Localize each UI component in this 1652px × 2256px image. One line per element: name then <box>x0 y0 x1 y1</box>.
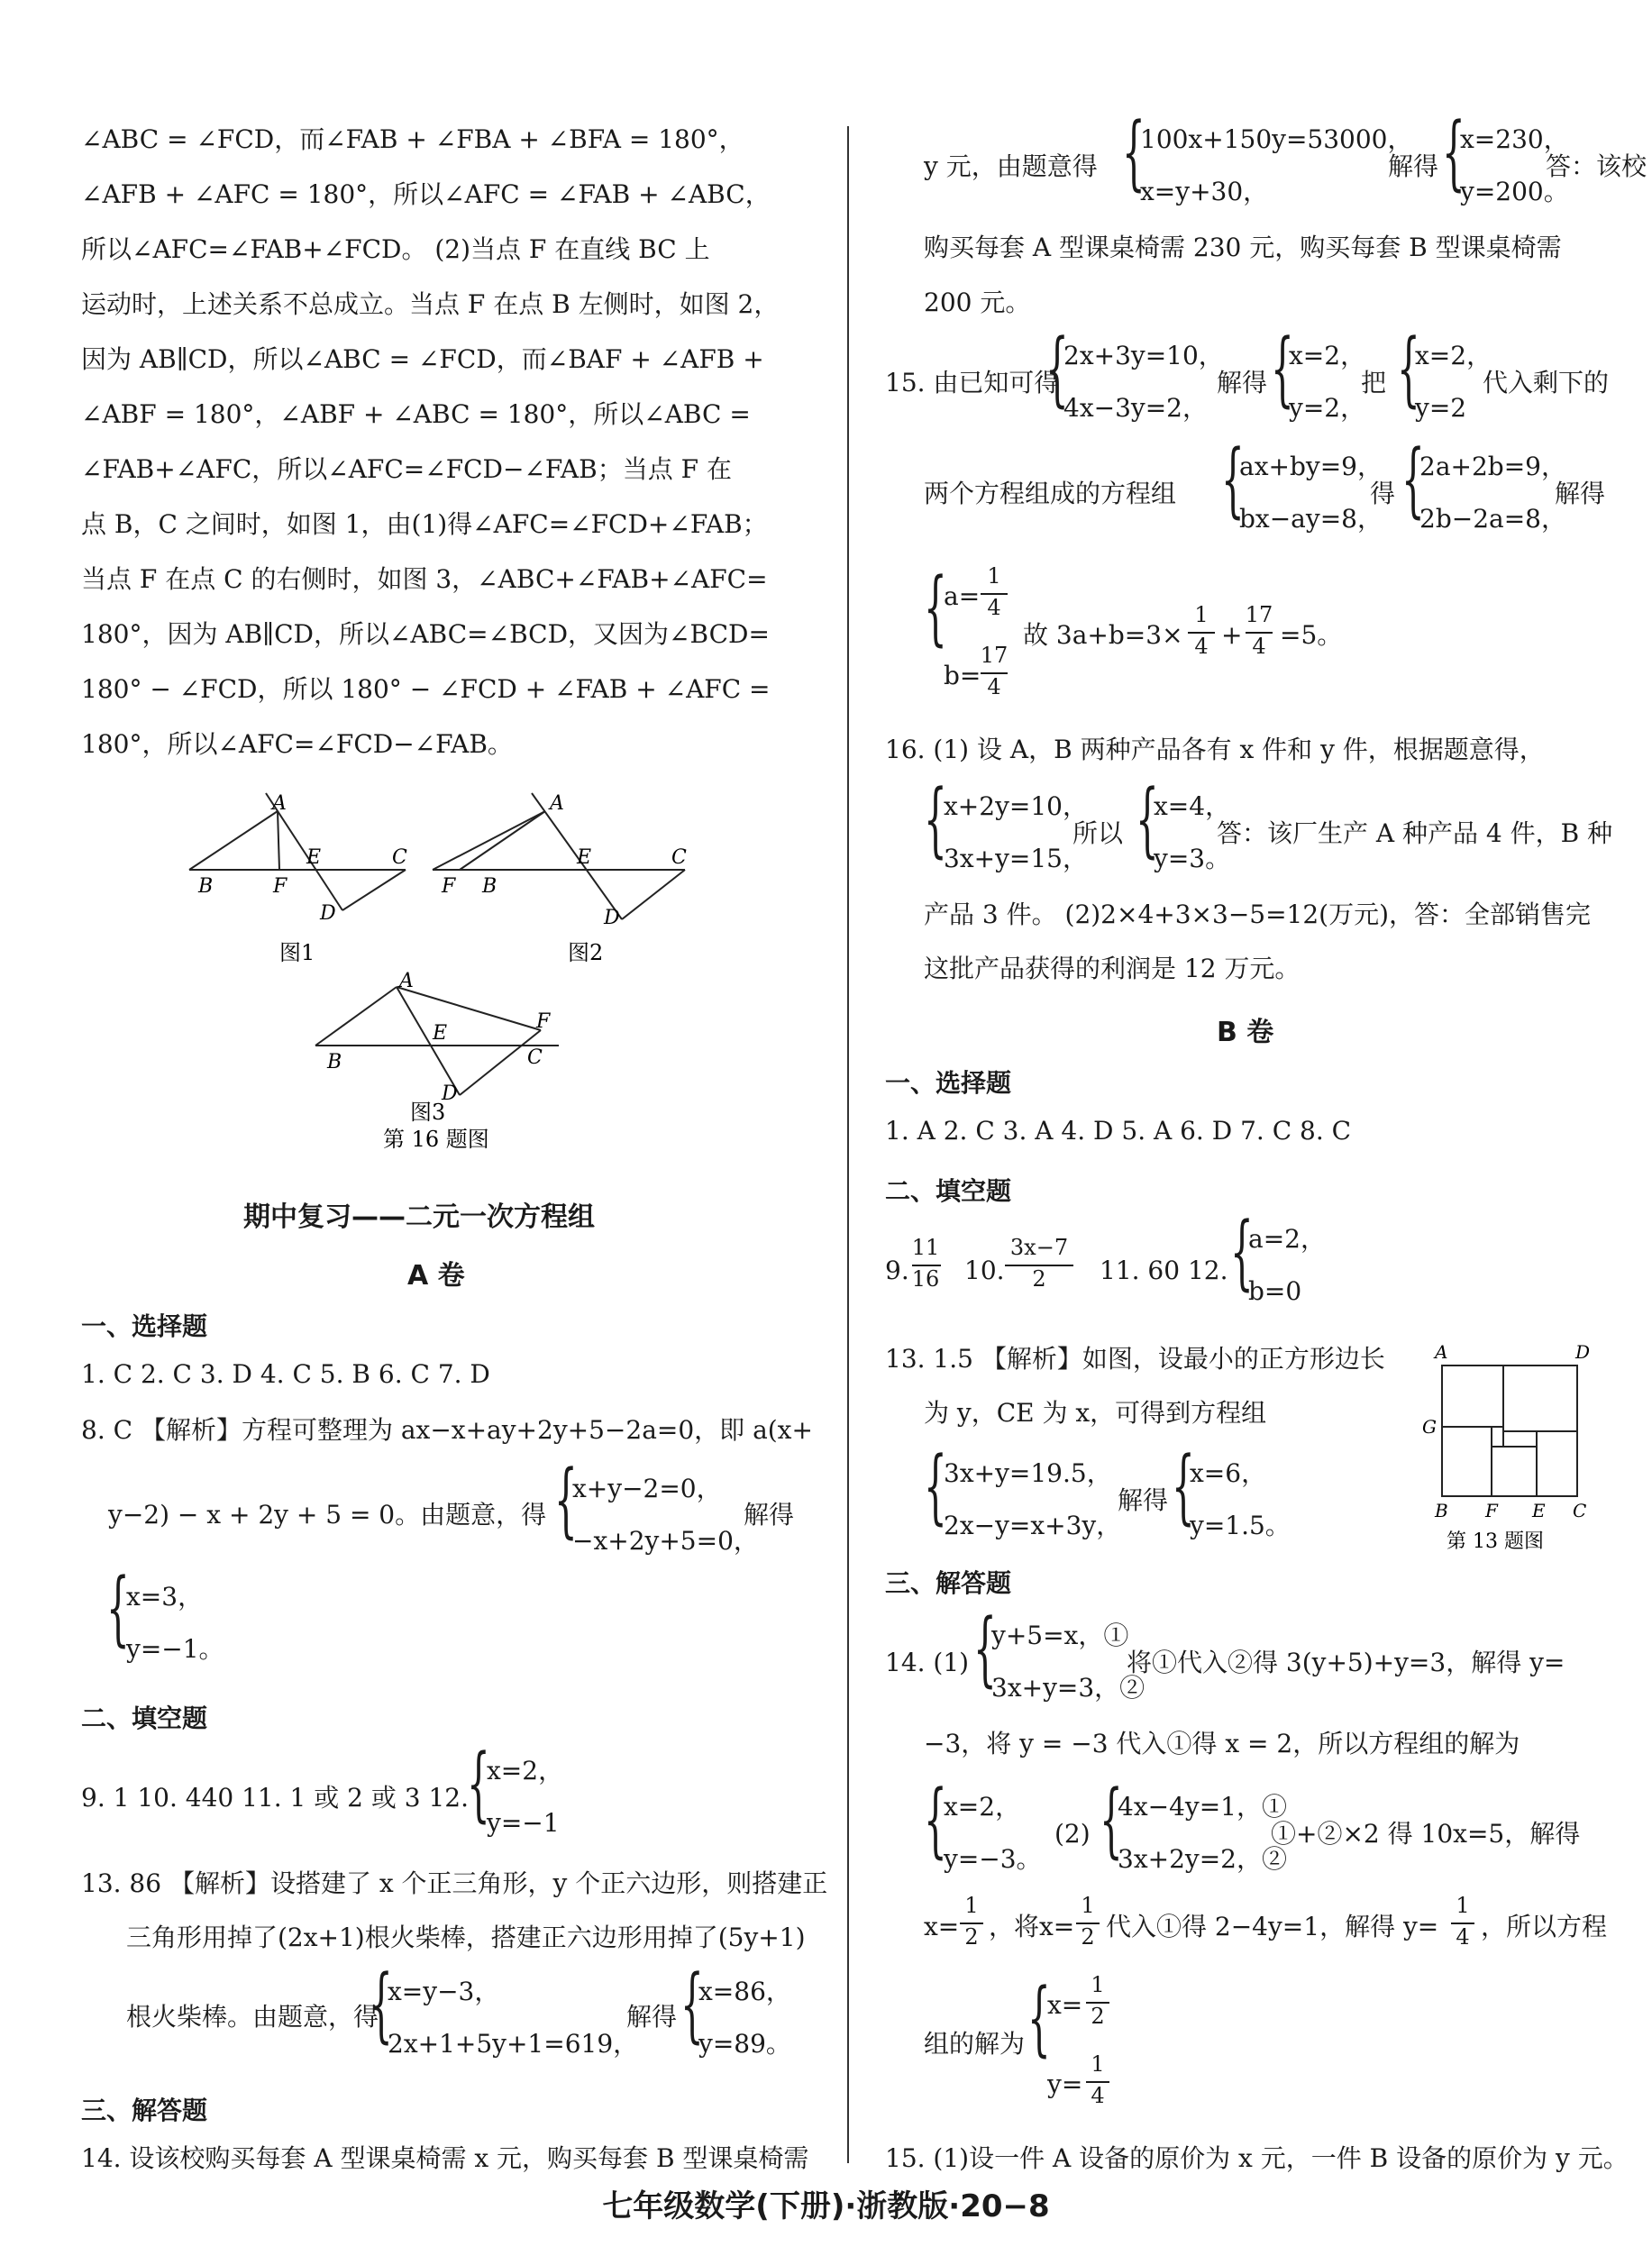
line: 购买每套 A 型课桌椅需 230 元，购买每套 B 型课桌椅需 <box>924 233 1562 262</box>
line: y 元，由题意得 <box>924 151 1098 181</box>
equation: x= <box>1047 1990 1083 2020</box>
line: 组的解为 <box>924 2029 1026 2059</box>
label-A: A <box>550 792 564 815</box>
fraction-num: 1 <box>1091 1972 1105 1997</box>
equation: y=1.5。 <box>1190 1511 1291 1540</box>
label-D: D <box>320 902 336 925</box>
equation: 4x−4y=1，① <box>1118 1792 1287 1822</box>
q13-line: 13. 1.5 【解析】如图，设最小的正方形边长 <box>885 1344 1385 1374</box>
equation: x=230， <box>1460 124 1569 154</box>
section-title: 期中复习——二元一次方程组 <box>243 1201 595 1233</box>
solve-word: 解得 <box>744 1500 795 1530</box>
label-C: C <box>527 1046 543 1069</box>
solve-word: 解得 <box>1118 1485 1169 1515</box>
equation: b= <box>944 661 981 690</box>
q13-line: 为 y，CE 为 x，可得到方程组 <box>924 1398 1267 1428</box>
fraction-num: 1 <box>987 563 1001 589</box>
line: ，所以方程 <box>1481 1912 1608 1941</box>
label-C: C <box>671 846 687 869</box>
label-E: E <box>433 1022 448 1045</box>
label-E: E <box>577 846 592 869</box>
label-C: C <box>1573 1500 1587 1521</box>
equation: 3x+y=19.5， <box>944 1458 1112 1488</box>
q15-line: 15. (1)设一件 A 设备的原价为 x 元，一件 B 设备的原价为 y 元。 <box>885 2143 1629 2173</box>
solution-line: 所以∠AFC=∠FAB+∠FCD。 (2)当点 F 在直线 BC 上 <box>81 234 710 264</box>
equation: 100x+150y=53000， <box>1140 124 1413 154</box>
equation: 3x+2y=2，② <box>1118 1844 1287 1874</box>
equation: 2a+2b=9， <box>1419 452 1566 481</box>
equation: x=86， <box>698 1977 791 2006</box>
equation: y=−3。 <box>944 1844 1042 1874</box>
solve-word: 解得 <box>1388 151 1439 181</box>
line: 答：该厂生产 A 种产品 4 件，B 种 <box>1217 818 1613 848</box>
word: (2) <box>1054 1819 1091 1849</box>
equation: x=y+30， <box>1140 177 1269 206</box>
equation: y=89。 <box>698 2029 791 2059</box>
equation: x=2， <box>487 1756 564 1786</box>
heading-answer: 三、解答题 <box>885 1568 1012 1598</box>
equation: 2x+1+5y+1=619， <box>388 2029 639 2059</box>
label-F: F <box>273 875 288 898</box>
fraction-num: 3x−7 <box>1009 1235 1069 1260</box>
solution-line: 当点 F 在点 C 的右侧时，如图 3，∠ABC+∠FAB+∠AFC= <box>81 564 768 594</box>
q13-line: 根火柴棒。由题意，得 <box>126 2002 379 2032</box>
solve-word: 解得 <box>1555 479 1606 508</box>
equation: y=3。 <box>1154 844 1231 873</box>
equation: x=6， <box>1190 1458 1267 1488</box>
fill-answers: 9. 1 10. 440 11. 1 或 2 或 3 12. <box>81 1783 470 1813</box>
fraction-den: 4 <box>987 595 1001 620</box>
line: ，将x= <box>989 1912 1075 1941</box>
fraction-num: 17 <box>980 643 1009 668</box>
label-C: C <box>392 846 407 869</box>
line: 产品 3 件。 (2)2×4+3×3−5=12(万元)，答：全部销售完 <box>924 900 1592 929</box>
fraction-num: 1 <box>1081 1893 1095 1918</box>
label-A: A <box>399 970 414 992</box>
line: 将①代入②得 3(y+5)+y=3，解得 y= <box>1127 1648 1565 1677</box>
solution-line: ∠FAB+∠AFC，所以∠AFC=∠FCD−∠FAB；当点 F 在 <box>81 454 732 484</box>
figure-3 <box>315 970 559 1152</box>
part-b-title: B 卷 <box>1217 1017 1274 1048</box>
word: 所以 <box>1072 818 1124 848</box>
fraction-den: 4 <box>1252 634 1266 659</box>
figure-caption: 第 16 题图 <box>383 1127 489 1152</box>
equation: a=2， <box>1248 1224 1326 1254</box>
equation: y=2 <box>1415 393 1467 423</box>
equation: 3x+y=3，② <box>991 1673 1145 1703</box>
fill-answer: 9. <box>885 1256 909 1285</box>
choice-answers: 1. A 2. C 3. A 4. D 5. A 6. D 7. C 8. C <box>885 1116 1352 1146</box>
solution-line: ∠AFB + ∠AFC = 180°，所以∠AFC = ∠FAB + ∠ABC， <box>81 179 771 209</box>
label-B: B <box>482 875 497 898</box>
heading-answer: 三、解答题 <box>81 2096 208 2125</box>
line: 200 元。 <box>924 288 1031 317</box>
label-A: A <box>272 792 287 815</box>
label-A: A <box>1435 1341 1448 1363</box>
figure-caption: 第 13 题图 <box>1447 1530 1544 1553</box>
equation: y= <box>1047 2069 1083 2099</box>
equation: x=y−3， <box>388 1977 500 2006</box>
line: −3，将 y = −3 代入①得 x = 2，所以方程组的解为 <box>924 1729 1520 1758</box>
solution-line: 运动时，上述关系不总成立。当点 F 在点 B 左侧时，如图 2， <box>81 289 780 319</box>
equation: x=2， <box>1415 341 1492 370</box>
equation: y=200。 <box>1460 177 1569 206</box>
label-D: D <box>442 1082 458 1105</box>
label-D: D <box>604 907 620 929</box>
equation: 2b−2a=8， <box>1419 504 1566 534</box>
part-a-title: A 卷 <box>407 1260 465 1292</box>
fill-answer: 11. 60 12. <box>1100 1256 1228 1285</box>
fraction-den: 2 <box>1081 1924 1095 1950</box>
solve-word: 解得 <box>626 2002 678 2032</box>
label-F: F <box>536 1010 551 1033</box>
label-G: G <box>1422 1416 1437 1438</box>
heading-choice: 一、选择题 <box>81 1311 208 1341</box>
solution-line: 180°，所以∠AFC=∠FCD−∠FAB。 <box>81 729 513 759</box>
fraction-den: 2 <box>1091 2004 1105 2029</box>
figure-2-label: 图2 <box>568 940 604 965</box>
q13-line: 13. 86 【解析】设搭建了 x 个正三角形，y 个正六边形，则搭建正 <box>81 1868 828 1898</box>
fraction-num: 1 <box>964 1893 979 1918</box>
equation: ax+by=9， <box>1239 452 1383 481</box>
heading-choice: 一、选择题 <box>885 1068 1012 1098</box>
equation: 4x−3y=2， <box>1063 393 1208 423</box>
solve-word: 解得 <box>1217 368 1268 397</box>
choice-answers: 1. C 2. C 3. D 4. C 5. B 6. C 7. D <box>81 1359 490 1389</box>
column-divider <box>847 126 849 2163</box>
fraction-num: 1 <box>1091 2051 1105 2077</box>
fraction-den: 16 <box>911 1266 940 1292</box>
word: 得 <box>1370 479 1396 508</box>
q15-line: 15. 由已知可得 <box>885 368 1060 397</box>
equation: −x+2y+5=0， <box>572 1526 759 1556</box>
heading-fill: 二、填空题 <box>885 1176 1012 1206</box>
fraction-num: 1 <box>1194 602 1209 627</box>
line: 答：该校 <box>1546 151 1647 181</box>
q15-line: 两个方程组成的方程组 <box>924 479 1177 508</box>
fraction-num: 1 <box>1456 1893 1470 1918</box>
line: ①+②×2 得 10x=5，解得 <box>1271 1819 1581 1849</box>
solution-line: 180° − ∠FCD，所以 180° − ∠FCD + ∠FAB + ∠AFC = <box>81 674 771 704</box>
line: x= <box>924 1912 960 1941</box>
figure-3-label: 图3 <box>410 1100 446 1125</box>
label-E: E <box>306 846 322 869</box>
equation: b=0 <box>1248 1276 1302 1306</box>
fraction-den: 4 <box>1091 2083 1105 2108</box>
equation: x=4， <box>1154 791 1231 821</box>
page-footer: 七年级数学(下册)·浙教版·20−8 <box>602 2188 1050 2224</box>
equation: x=2， <box>944 1792 1021 1822</box>
label-E: E <box>1532 1500 1546 1521</box>
figure-1 <box>189 792 407 965</box>
equation: y=2， <box>1289 393 1366 423</box>
equation: y=−1 <box>487 1808 560 1838</box>
fraction-den: 2 <box>1032 1266 1046 1292</box>
figure-2 <box>433 792 687 965</box>
q13-line: 三角形用掉了(2x+1)根火柴棒，搭建正六边形用掉了(5y+1) <box>126 1923 806 1952</box>
figure-13 <box>1415 1338 1595 1559</box>
fraction-den: 4 <box>1194 634 1209 659</box>
solution-line: 点 B，C 之间时，如图 1，由(1)得∠AFC=∠FCD+∠FAB； <box>81 509 768 539</box>
word: 代入剩下的 <box>1483 368 1610 397</box>
line: =5。 <box>1280 620 1343 650</box>
label-B: B <box>1435 1500 1448 1521</box>
solution-line: 因为 AB∥CD，所以∠ABC = ∠FCD，而∠BAF + ∠AFB + <box>81 344 764 374</box>
word: 把 <box>1361 368 1387 397</box>
line: 这批产品获得的利润是 12 万元。 <box>924 954 1301 983</box>
figure-1-label: 图1 <box>279 940 315 965</box>
figure-16 <box>180 784 721 1154</box>
q16-line: 16. (1) 设 A，B 两种产品各有 x 件和 y 件，根据题意得， <box>885 735 1545 764</box>
equation: bx−ay=8， <box>1239 504 1383 534</box>
label-B: B <box>327 1051 342 1073</box>
equation: 3x+y=15， <box>944 844 1088 873</box>
line: 代入①得 2−4y=1，解得 y= <box>1106 1912 1439 1941</box>
fraction-den: 4 <box>987 674 1001 699</box>
q14-line: 14. 设该校购买每套 A 型课桌椅需 x 元，购买每套 B 型课桌椅需 <box>81 2143 809 2173</box>
q8-line: y−2) − x + 2y + 5 = 0。由题意，得 <box>108 1500 547 1530</box>
fraction-den: 4 <box>1456 1924 1470 1950</box>
equation: y+5=x，① <box>991 1621 1129 1650</box>
fill-answer: 10. <box>964 1256 1005 1285</box>
label-B: B <box>198 875 214 898</box>
q8-line: 8. C 【解析】方程可整理为 ax−x+ay+2y+5−2a=0，即 a(x+ <box>81 1415 813 1445</box>
solution-line: 180°，因为 AB∥CD，所以∠ABC=∠BCD，又因为∠BCD= <box>81 619 770 649</box>
equation: x+2y=10， <box>944 791 1088 821</box>
label-F: F <box>1485 1500 1498 1521</box>
line: 故 3a+b=3× <box>1023 620 1183 650</box>
q14-line: 14. (1) <box>885 1648 970 1677</box>
fraction-num: 17 <box>1245 602 1273 627</box>
heading-fill: 二、填空题 <box>81 1703 208 1733</box>
equation: a= <box>944 581 981 611</box>
equation: 2x−y=x+3y， <box>944 1511 1122 1540</box>
solution-line: ∠ABC = ∠FCD，而∠FAB + ∠FBA + ∠BFA = 180°， <box>81 124 744 154</box>
label-F: F <box>442 875 456 898</box>
equation: x+y−2=0， <box>572 1474 722 1503</box>
fraction-den: 2 <box>964 1924 979 1950</box>
solution-line: ∠ABF = 180°，∠ABF + ∠ABC = 180°，所以∠ABC = <box>81 399 751 429</box>
equation: y=−1。 <box>126 1634 224 1664</box>
equation: x=2， <box>1289 341 1366 370</box>
label-D: D <box>1575 1341 1591 1363</box>
fraction-num: 11 <box>911 1235 940 1260</box>
equation: x=3， <box>126 1582 204 1612</box>
equation: 2x+3y=10， <box>1063 341 1224 370</box>
